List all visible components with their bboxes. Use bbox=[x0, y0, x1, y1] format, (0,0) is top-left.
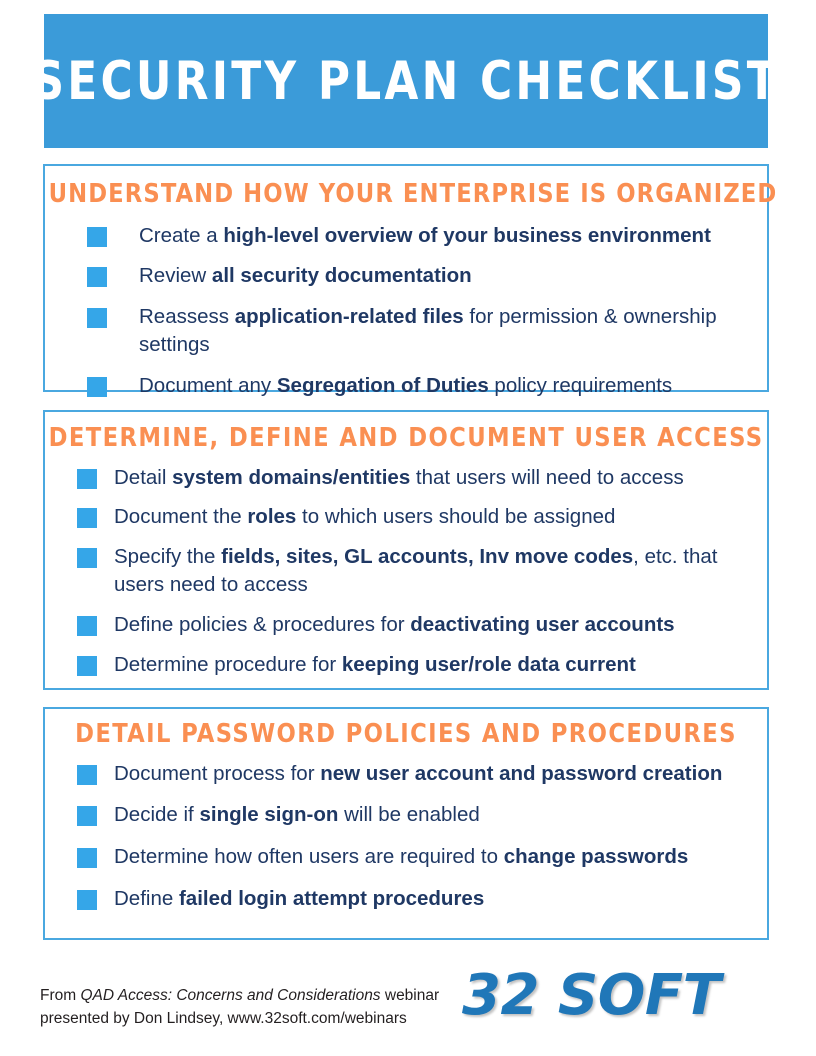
checkbox-square-icon[interactable] bbox=[87, 227, 107, 247]
checklist-item[interactable] bbox=[77, 651, 753, 679]
checklist-item[interactable] bbox=[77, 611, 753, 639]
checklist-item[interactable] bbox=[77, 503, 753, 531]
section-1-items bbox=[45, 222, 767, 400]
company-logo: 32 SOFT bbox=[462, 963, 721, 1028]
checkbox-square-icon[interactable] bbox=[77, 656, 97, 676]
checklist-item-text: Document process for new user account and password creation bbox=[114, 761, 723, 785]
checklist-item-text: Define failed login attempt procedures bbox=[114, 887, 485, 911]
checklist-item[interactable] bbox=[87, 303, 749, 359]
checklist-item-text: Determine procedure for keeping user/role data current bbox=[114, 652, 636, 676]
checklist-item-text: Decide if single sign-on will be enabled bbox=[114, 803, 480, 827]
checklist-item-text: Specify the fields, sites, GL accounts, Inv move codes, etc. that users need to access bbox=[114, 545, 718, 597]
checklist-section-3 bbox=[43, 707, 769, 940]
section-3-header: DETAIL PASSWORD POLICIES AND PROCEDURES bbox=[75, 719, 737, 749]
checklist-item-text: Review all security documentation bbox=[139, 264, 472, 288]
footer-line2: presented by Don Lindsey, www.32soft.com/webinars bbox=[40, 1010, 407, 1028]
section-1-header: UNDERSTAND HOW YOUR ENTERPRISE IS ORGANIZED bbox=[48, 179, 778, 209]
checklist-item-text: Create a high-level overview of your business environment bbox=[139, 223, 711, 247]
checklist-item[interactable] bbox=[77, 543, 753, 599]
checkbox-square-icon[interactable] bbox=[77, 765, 97, 785]
checklist-item-text: Reassess application-related files for permission & ownership settings bbox=[139, 305, 717, 357]
checkbox-square-icon[interactable] bbox=[77, 890, 97, 910]
title-banner bbox=[32, 14, 780, 148]
checkbox-square-icon[interactable] bbox=[87, 377, 107, 397]
checklist-item-text: Define policies & procedures for deactivating user accounts bbox=[114, 613, 675, 636]
footer-line1-prefix: From bbox=[40, 987, 81, 1004]
checkbox-square-icon[interactable] bbox=[77, 806, 97, 826]
checklist-item[interactable] bbox=[77, 464, 753, 492]
checkbox-square-icon[interactable] bbox=[87, 267, 107, 287]
section-2-items bbox=[45, 464, 767, 679]
section-2-header: DETERMINE, DEFINE AND DOCUMENT USER ACCESS bbox=[48, 423, 764, 453]
checklist-item[interactable] bbox=[87, 372, 749, 400]
page-title: SECURITY PLAN CHECKLIST bbox=[32, 50, 780, 112]
footer-webinar-title: QAD Access: Concerns and Considerations bbox=[80, 987, 381, 1004]
checkbox-square-icon[interactable] bbox=[77, 508, 97, 528]
checkbox-square-icon[interactable] bbox=[77, 469, 97, 489]
checklist-item[interactable] bbox=[77, 801, 753, 829]
checklist-item-text: Document any Segregation of Duties policy requirements bbox=[139, 374, 673, 397]
section-3-items bbox=[45, 760, 767, 914]
checklist-section-1 bbox=[43, 164, 778, 397]
checklist-item[interactable] bbox=[77, 885, 753, 913]
checklist-item[interactable] bbox=[87, 262, 749, 290]
checklist-section-2 bbox=[43, 410, 769, 690]
checklist-item[interactable] bbox=[77, 843, 753, 871]
checklist-item[interactable] bbox=[77, 760, 753, 788]
checkbox-square-icon[interactable] bbox=[77, 848, 97, 868]
footer-line1-suffix: webinar bbox=[380, 987, 440, 1004]
checklist-item-text: Document the roles to which users should be assigned bbox=[114, 505, 616, 529]
footer-attribution bbox=[40, 984, 440, 1031]
checklist-item-text: Detail system domains/entities that users will need to access bbox=[114, 465, 684, 489]
checkbox-square-icon[interactable] bbox=[77, 548, 97, 568]
checklist-item-text: Determine how often users are required to change passwords bbox=[114, 845, 689, 869]
checkbox-square-icon[interactable] bbox=[77, 616, 97, 636]
checklist-item[interactable] bbox=[87, 222, 749, 250]
checkbox-square-icon[interactable] bbox=[87, 308, 107, 328]
